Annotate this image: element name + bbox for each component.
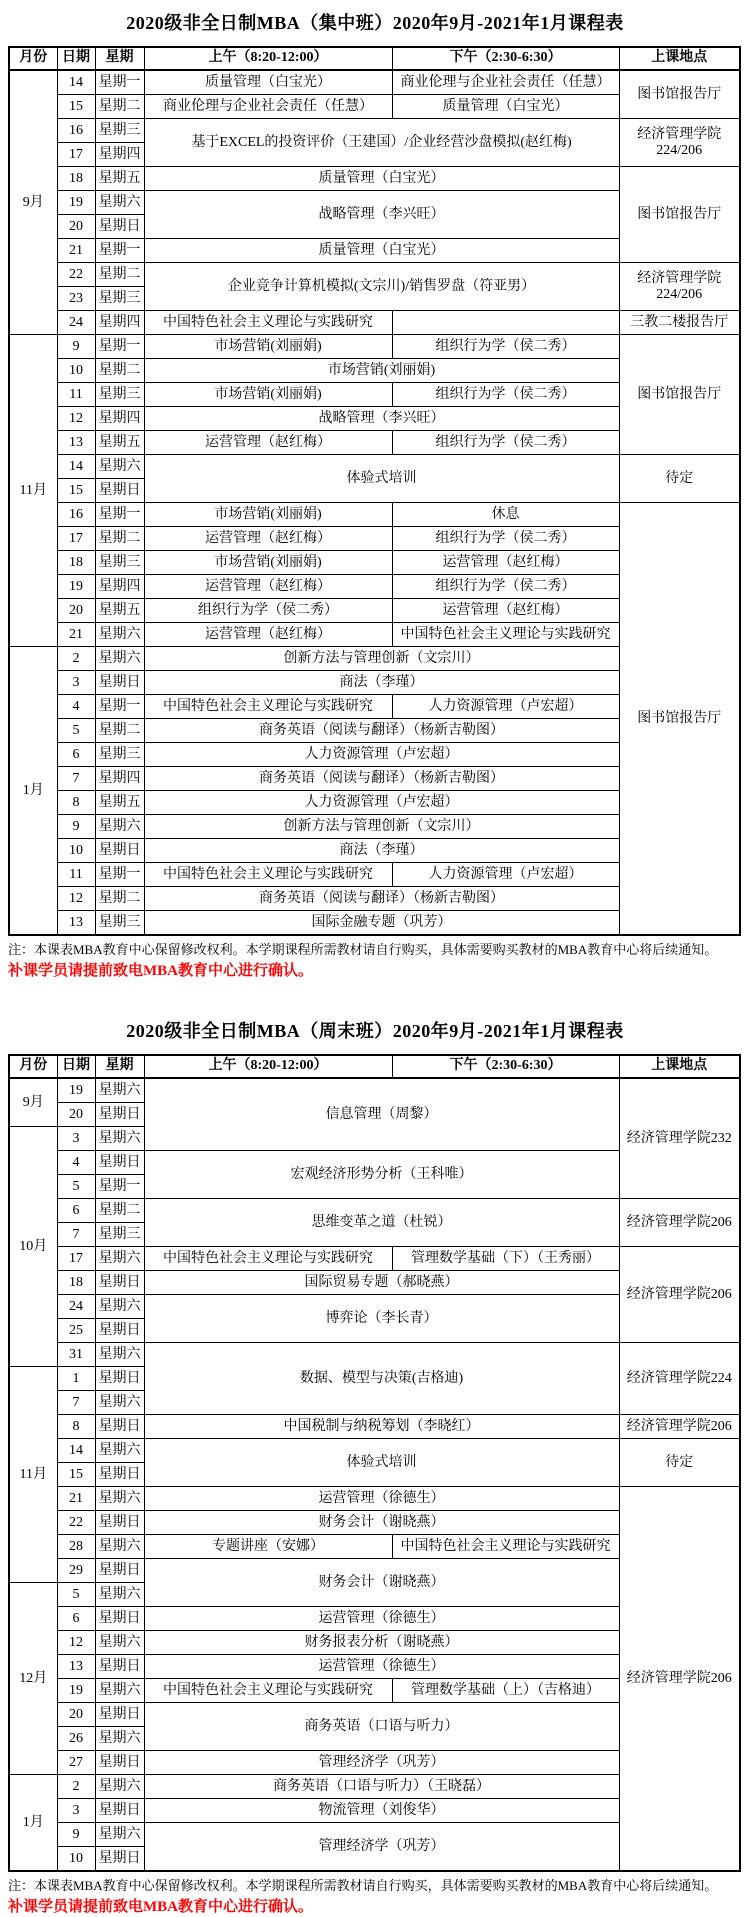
date-cell: 11 [57, 383, 95, 407]
date-cell: 15 [57, 1463, 95, 1487]
weekday-cell: 星期三 [95, 743, 144, 767]
weekday-cell: 星期一 [95, 503, 144, 527]
date-cell: 17 [57, 143, 95, 167]
weekday-cell: 星期四 [95, 143, 144, 167]
date-cell: 9 [57, 1823, 95, 1847]
course-cell: 国际金融专题（巩芳） [144, 911, 619, 936]
weekday-cell: 星期日 [95, 1319, 144, 1343]
weekday-cell: 星期六 [95, 1247, 144, 1271]
date-cell: 1 [57, 1367, 95, 1391]
course-cell: 组织行为学（侯二秀） [392, 527, 619, 551]
weekday-cell: 星期日 [95, 1559, 144, 1583]
month-cell: 11月 [9, 335, 57, 647]
date-cell: 20 [57, 599, 95, 623]
date-cell: 22 [57, 1511, 95, 1535]
table-row [9, 70, 740, 95]
column-header: 月份 [9, 1055, 57, 1078]
course-cell: 创新方法与管理创新（文宗川） [144, 647, 619, 671]
course-cell: 博弈论（李长青） [144, 1295, 619, 1343]
weekday-cell: 星期二 [95, 887, 144, 911]
date-cell: 12 [57, 887, 95, 911]
course-cell: 管理数学基础（下）（王秀丽） [392, 1247, 619, 1271]
weekday-cell: 星期日 [95, 1655, 144, 1679]
weekday-cell: 星期二 [95, 359, 144, 383]
table-row [9, 455, 740, 479]
date-cell: 10 [57, 359, 95, 383]
course-cell: 休息 [392, 503, 619, 527]
course-cell: 国际贸易专题（郝晓燕） [144, 1271, 619, 1295]
course-cell: 人力资源管理（卢宏超） [144, 791, 619, 815]
date-cell: 2 [57, 647, 95, 671]
weekday-cell: 星期六 [95, 1439, 144, 1463]
course-cell: 商业伦理与企业社会责任（任慧） [144, 95, 392, 119]
course-cell: 商务英语（阅读与翻译）（杨新吉勒图） [144, 887, 619, 911]
weekday-cell: 星期日 [95, 839, 144, 863]
course-cell: 运营管理（徐德生） [144, 1487, 619, 1511]
date-cell: 18 [57, 551, 95, 575]
course-cell: 基于EXCEL的投资评价（王建国）/企业经营沙盘模拟(赵红梅) [144, 119, 619, 167]
course-cell: 商法（李瑾） [144, 839, 619, 863]
course-cell: 物流管理（刘俊华） [144, 1799, 619, 1823]
date-cell: 12 [57, 1631, 95, 1655]
column-header: 下午（2:30-6:30） [392, 1055, 619, 1078]
month-cell: 9月 [9, 70, 57, 335]
course-cell: 体验式培训 [144, 455, 619, 503]
date-cell: 8 [57, 791, 95, 815]
location-cell: 图书馆报告厅 [619, 503, 740, 936]
date-cell: 9 [57, 335, 95, 359]
weekday-cell: 星期日 [95, 1607, 144, 1631]
course-cell: 商法（李瑾） [144, 671, 619, 695]
weekday-cell: 星期五 [95, 791, 144, 815]
weekday-cell: 星期六 [95, 455, 144, 479]
date-cell: 21 [57, 1487, 95, 1511]
weekday-cell: 星期一 [95, 335, 144, 359]
weekday-cell: 星期三 [95, 287, 144, 311]
course-cell [392, 311, 619, 335]
weekday-cell: 星期六 [95, 1127, 144, 1151]
schedule-section-intensive [0, 9, 750, 981]
date-cell: 7 [57, 1391, 95, 1415]
course-cell: 质量管理（白宝光） [144, 70, 392, 95]
course-cell: 组织行为学（侯二秀） [392, 431, 619, 455]
date-cell: 3 [57, 671, 95, 695]
weekday-cell: 星期三 [95, 1223, 144, 1247]
date-cell: 6 [57, 743, 95, 767]
weekday-cell: 星期日 [95, 479, 144, 503]
month-cell: 11月 [9, 1367, 57, 1583]
date-cell: 19 [57, 575, 95, 599]
date-cell: 9 [57, 815, 95, 839]
table-row [9, 311, 740, 335]
weekday-cell: 星期日 [95, 1847, 144, 1872]
course-cell: 思维变革之道（杜锐） [144, 1199, 619, 1247]
course-cell: 运营管理（赵红梅） [144, 431, 392, 455]
course-cell: 人力资源管理（卢宏超） [392, 695, 619, 719]
course-cell: 财务会计（谢晓燕） [144, 1559, 619, 1607]
weekday-cell: 星期六 [95, 1343, 144, 1367]
location-cell: 图书馆报告厅 [619, 70, 740, 119]
weekday-cell: 星期日 [95, 1271, 144, 1295]
course-cell: 质量管理（白宝光） [144, 239, 619, 263]
schedule-note-plain-2: 注：本课表MBA教育中心保留修改权利。本学期课程所需教材请自行购买，具体需要购买教材的MBA教育中心将后续通知。 [8, 1878, 718, 1893]
course-cell: 组织行为学（侯二秀） [392, 575, 619, 599]
course-cell: 体验式培训 [144, 1439, 619, 1487]
date-cell: 10 [57, 1847, 95, 1872]
column-header: 上午（8:20-12:00） [144, 47, 392, 70]
weekday-cell: 星期五 [95, 431, 144, 455]
weekday-cell: 星期日 [95, 1751, 144, 1775]
table-row [9, 1247, 740, 1271]
course-cell: 企业竞争计算机模拟(文宗川)/销售罗盘（符亚男） [144, 263, 619, 311]
weekday-cell: 星期六 [95, 1775, 144, 1799]
course-cell: 中国特色社会主义理论与实践研究 [144, 1679, 392, 1703]
weekday-cell: 星期日 [95, 1703, 144, 1727]
weekday-cell: 星期二 [95, 95, 144, 119]
course-cell: 运营管理（徐德生） [144, 1655, 619, 1679]
date-cell: 4 [57, 695, 95, 719]
date-cell: 7 [57, 767, 95, 791]
date-cell: 3 [57, 1799, 95, 1823]
date-cell: 10 [57, 839, 95, 863]
schedule-note-red-1: 补课学员请提前致电MBA教育中心进行确认。 [8, 963, 313, 980]
weekday-cell: 星期六 [95, 1823, 144, 1847]
course-cell: 创新方法与管理创新（文宗川） [144, 815, 619, 839]
location-cell: 经济管理学院206 [619, 1199, 740, 1247]
weekday-cell: 星期一 [95, 695, 144, 719]
weekday-cell: 星期四 [95, 311, 144, 335]
table-row [9, 263, 740, 287]
weekday-cell: 星期二 [95, 719, 144, 743]
location-cell: 图书馆报告厅 [619, 335, 740, 455]
course-cell: 组织行为学（侯二秀） [144, 599, 392, 623]
schedule-table-weekend [8, 1054, 741, 1872]
weekday-cell: 星期三 [95, 551, 144, 575]
course-cell: 组织行为学（侯二秀） [392, 335, 619, 359]
weekday-cell: 星期六 [95, 623, 144, 647]
course-cell: 运营管理（徐德生） [144, 1607, 619, 1631]
table-row [9, 119, 740, 143]
course-cell: 战略管理（李兴旺） [144, 191, 619, 239]
course-cell: 组织行为学（侯二秀） [392, 383, 619, 407]
weekday-cell: 星期六 [95, 1631, 144, 1655]
schedule-note-red-2: 补课学员请提前致电MBA教育中心进行确认。 [8, 1899, 313, 1916]
schedule-title-intensive: 2020级非全日制MBA（集中班）2020年9月-2021年1月课程表 [126, 13, 624, 33]
date-cell: 12 [57, 407, 95, 431]
column-header: 下午（2:30-6:30） [392, 47, 619, 70]
date-cell: 20 [57, 1703, 95, 1727]
date-cell: 16 [57, 119, 95, 143]
date-cell: 19 [57, 1679, 95, 1703]
column-header: 月份 [9, 47, 57, 70]
date-cell: 14 [57, 455, 95, 479]
location-cell: 经济管理学院224 [619, 1343, 740, 1415]
column-header: 星期 [95, 1055, 144, 1078]
date-cell: 14 [57, 1439, 95, 1463]
course-cell: 宏观经济形势分析（王科唯） [144, 1151, 619, 1199]
weekday-cell: 星期六 [95, 1535, 144, 1559]
date-cell: 6 [57, 1607, 95, 1631]
date-cell: 24 [57, 1295, 95, 1319]
date-cell: 14 [57, 70, 95, 95]
weekday-cell: 星期日 [95, 1511, 144, 1535]
table-row [9, 335, 740, 359]
date-cell: 4 [57, 1151, 95, 1175]
course-cell: 中国税制与纳税筹划（李晓红） [144, 1415, 619, 1439]
location-cell: 经济管理学院 224/206 [619, 119, 740, 167]
weekday-cell: 星期日 [95, 1103, 144, 1127]
weekday-cell: 星期四 [95, 575, 144, 599]
weekday-cell: 星期六 [95, 815, 144, 839]
weekday-cell: 星期日 [95, 1799, 144, 1823]
date-cell: 2 [57, 1775, 95, 1799]
weekday-cell: 星期六 [95, 191, 144, 215]
column-header: 星期 [95, 47, 144, 70]
weekday-cell: 星期日 [95, 671, 144, 695]
course-cell: 商务英语（口语与听力） [144, 1703, 619, 1751]
location-cell: 三教二楼报告厅 [619, 311, 740, 335]
course-cell: 人力资源管理（卢宏超） [392, 863, 619, 887]
course-cell: 运营管理（赵红梅） [144, 527, 392, 551]
course-cell: 商务英语（阅读与翻译）（杨新吉勒图） [144, 719, 619, 743]
date-cell: 19 [57, 1078, 95, 1103]
date-cell: 16 [57, 503, 95, 527]
weekday-cell: 星期三 [95, 119, 144, 143]
weekday-cell: 星期六 [95, 1078, 144, 1103]
course-cell: 信息管理（周黎） [144, 1078, 619, 1151]
weekday-cell: 星期六 [95, 1679, 144, 1703]
weekday-cell: 星期一 [95, 70, 144, 95]
weekday-cell: 星期二 [95, 263, 144, 287]
table-row [9, 1439, 740, 1463]
date-cell: 7 [57, 1223, 95, 1247]
course-cell: 市场营销(刘丽娟) [144, 359, 619, 383]
date-cell: 5 [57, 719, 95, 743]
course-cell: 管理经济学（巩芳） [144, 1751, 619, 1775]
month-cell: 9月 [9, 1078, 57, 1127]
month-cell: 10月 [9, 1127, 57, 1367]
weekday-cell: 星期三 [95, 383, 144, 407]
weekday-cell: 星期五 [95, 599, 144, 623]
date-cell: 28 [57, 1535, 95, 1559]
course-schedule-sheet [0, 9, 750, 1917]
table-row [9, 503, 740, 527]
course-cell: 中国特色社会主义理论与实践研究 [144, 695, 392, 719]
schedule-title-weekend: 2020级非全日制MBA（周末班）2020年9月-2021年1月课程表 [126, 1021, 624, 1041]
location-cell: 经济管理学院206 [619, 1247, 740, 1343]
course-cell: 运营管理（赵红梅） [144, 575, 392, 599]
date-cell: 15 [57, 95, 95, 119]
month-cell: 12月 [9, 1583, 57, 1775]
date-cell: 19 [57, 191, 95, 215]
weekday-cell: 星期六 [95, 1487, 144, 1511]
weekday-cell: 星期四 [95, 407, 144, 431]
weekday-cell: 星期六 [95, 1727, 144, 1751]
course-cell: 专题讲座（安娜） [144, 1535, 392, 1559]
location-cell: 待定 [619, 455, 740, 503]
location-cell: 图书馆报告厅 [619, 167, 740, 263]
course-cell: 市场营销(刘丽娟) [144, 551, 392, 575]
date-cell: 21 [57, 239, 95, 263]
date-cell: 17 [57, 1247, 95, 1271]
weekday-cell: 星期五 [95, 167, 144, 191]
date-cell: 23 [57, 287, 95, 311]
date-cell: 24 [57, 311, 95, 335]
column-header: 上课地点 [619, 1055, 740, 1078]
table-row [9, 167, 740, 191]
course-cell: 战略管理（李兴旺） [144, 407, 619, 431]
date-cell: 15 [57, 479, 95, 503]
date-cell: 8 [57, 1415, 95, 1439]
course-cell: 财务报表分析（谢晓燕） [144, 1631, 619, 1655]
date-cell: 11 [57, 863, 95, 887]
date-cell: 20 [57, 1103, 95, 1127]
column-header: 日期 [57, 1055, 95, 1078]
date-cell: 3 [57, 1127, 95, 1151]
table-row [9, 1199, 740, 1223]
date-cell: 13 [57, 911, 95, 936]
weekday-cell: 星期三 [95, 911, 144, 936]
schedule-section-weekend [0, 1017, 750, 1917]
course-cell: 市场营销(刘丽娟) [144, 383, 392, 407]
course-cell: 质量管理（白宝光） [392, 95, 619, 119]
course-cell: 中国特色社会主义理论与实践研究 [392, 1535, 619, 1559]
schedule-table-intensive [8, 46, 741, 936]
date-cell: 18 [57, 1271, 95, 1295]
weekday-cell: 星期一 [95, 239, 144, 263]
weekday-cell: 星期日 [95, 1367, 144, 1391]
weekday-cell: 星期日 [95, 1463, 144, 1487]
month-cell: 1月 [9, 647, 57, 936]
weekday-cell: 星期一 [95, 863, 144, 887]
table-row [9, 1078, 740, 1103]
location-cell: 经济管理学院232 [619, 1078, 740, 1199]
table-row [9, 1415, 740, 1439]
weekday-cell: 星期日 [95, 1151, 144, 1175]
course-cell: 运营管理（赵红梅） [392, 599, 619, 623]
course-cell: 中国特色社会主义理论与实践研究 [144, 1247, 392, 1271]
schedule-note-plain-1: 注：本课表MBA教育中心保留修改权利。本学期课程所需教材请自行购买，具体需要购买教材的MBA教育中心将后续通知。 [8, 942, 718, 957]
month-cell: 1月 [9, 1775, 57, 1872]
course-cell: 中国特色社会主义理论与实践研究 [392, 623, 619, 647]
course-cell: 市场营销(刘丽娟) [144, 503, 392, 527]
column-header: 日期 [57, 47, 95, 70]
location-cell: 经济管理学院206 [619, 1487, 740, 1872]
table-row [9, 1487, 740, 1511]
course-cell: 运营管理（赵红梅） [392, 551, 619, 575]
weekday-cell: 星期二 [95, 527, 144, 551]
course-cell: 运营管理（赵红梅） [144, 623, 392, 647]
weekday-cell: 星期六 [95, 647, 144, 671]
course-cell: 中国特色社会主义理论与实践研究 [144, 311, 392, 335]
date-cell: 22 [57, 263, 95, 287]
column-header: 上课地点 [619, 47, 740, 70]
weekday-cell: 星期六 [95, 1295, 144, 1319]
weekday-cell: 星期一 [95, 1175, 144, 1199]
course-cell: 管理经济学（巩芳） [144, 1823, 619, 1872]
date-cell: 29 [57, 1559, 95, 1583]
weekday-cell: 星期四 [95, 767, 144, 791]
weekday-cell: 星期六 [95, 1583, 144, 1607]
course-cell: 商业伦理与企业社会责任（任慧） [392, 70, 619, 95]
course-cell: 质量管理（白宝光） [144, 167, 619, 191]
course-cell: 人力资源管理（卢宏超） [144, 743, 619, 767]
course-cell: 商务英语（阅读与翻译）（杨新吉勒图） [144, 767, 619, 791]
date-cell: 13 [57, 431, 95, 455]
date-cell: 5 [57, 1175, 95, 1199]
date-cell: 27 [57, 1751, 95, 1775]
weekday-cell: 星期二 [95, 1199, 144, 1223]
location-cell: 经济管理学院 224/206 [619, 263, 740, 311]
date-cell: 25 [57, 1319, 95, 1343]
course-cell: 财务会计（谢晓燕） [144, 1511, 619, 1535]
location-cell: 经济管理学院206 [619, 1415, 740, 1439]
course-cell: 中国特色社会主义理论与实践研究 [144, 863, 392, 887]
table-row [9, 1343, 740, 1367]
weekday-cell: 星期六 [95, 1391, 144, 1415]
course-cell: 数据、模型与决策(吉格迪) [144, 1343, 619, 1415]
weekday-cell: 星期日 [95, 1415, 144, 1439]
course-cell: 管理数学基础（上）（吉格迪） [392, 1679, 619, 1703]
course-cell: 市场营销(刘丽娟) [144, 335, 392, 359]
date-cell: 18 [57, 167, 95, 191]
column-header: 上午（8:20-12:00） [144, 1055, 392, 1078]
date-cell: 21 [57, 623, 95, 647]
weekday-cell: 星期日 [95, 215, 144, 239]
date-cell: 5 [57, 1583, 95, 1607]
date-cell: 26 [57, 1727, 95, 1751]
date-cell: 13 [57, 1655, 95, 1679]
date-cell: 17 [57, 527, 95, 551]
date-cell: 6 [57, 1199, 95, 1223]
date-cell: 20 [57, 215, 95, 239]
course-cell: 商务英语（口语与听力）（王晓磊） [144, 1775, 619, 1799]
location-cell: 待定 [619, 1439, 740, 1487]
date-cell: 31 [57, 1343, 95, 1367]
